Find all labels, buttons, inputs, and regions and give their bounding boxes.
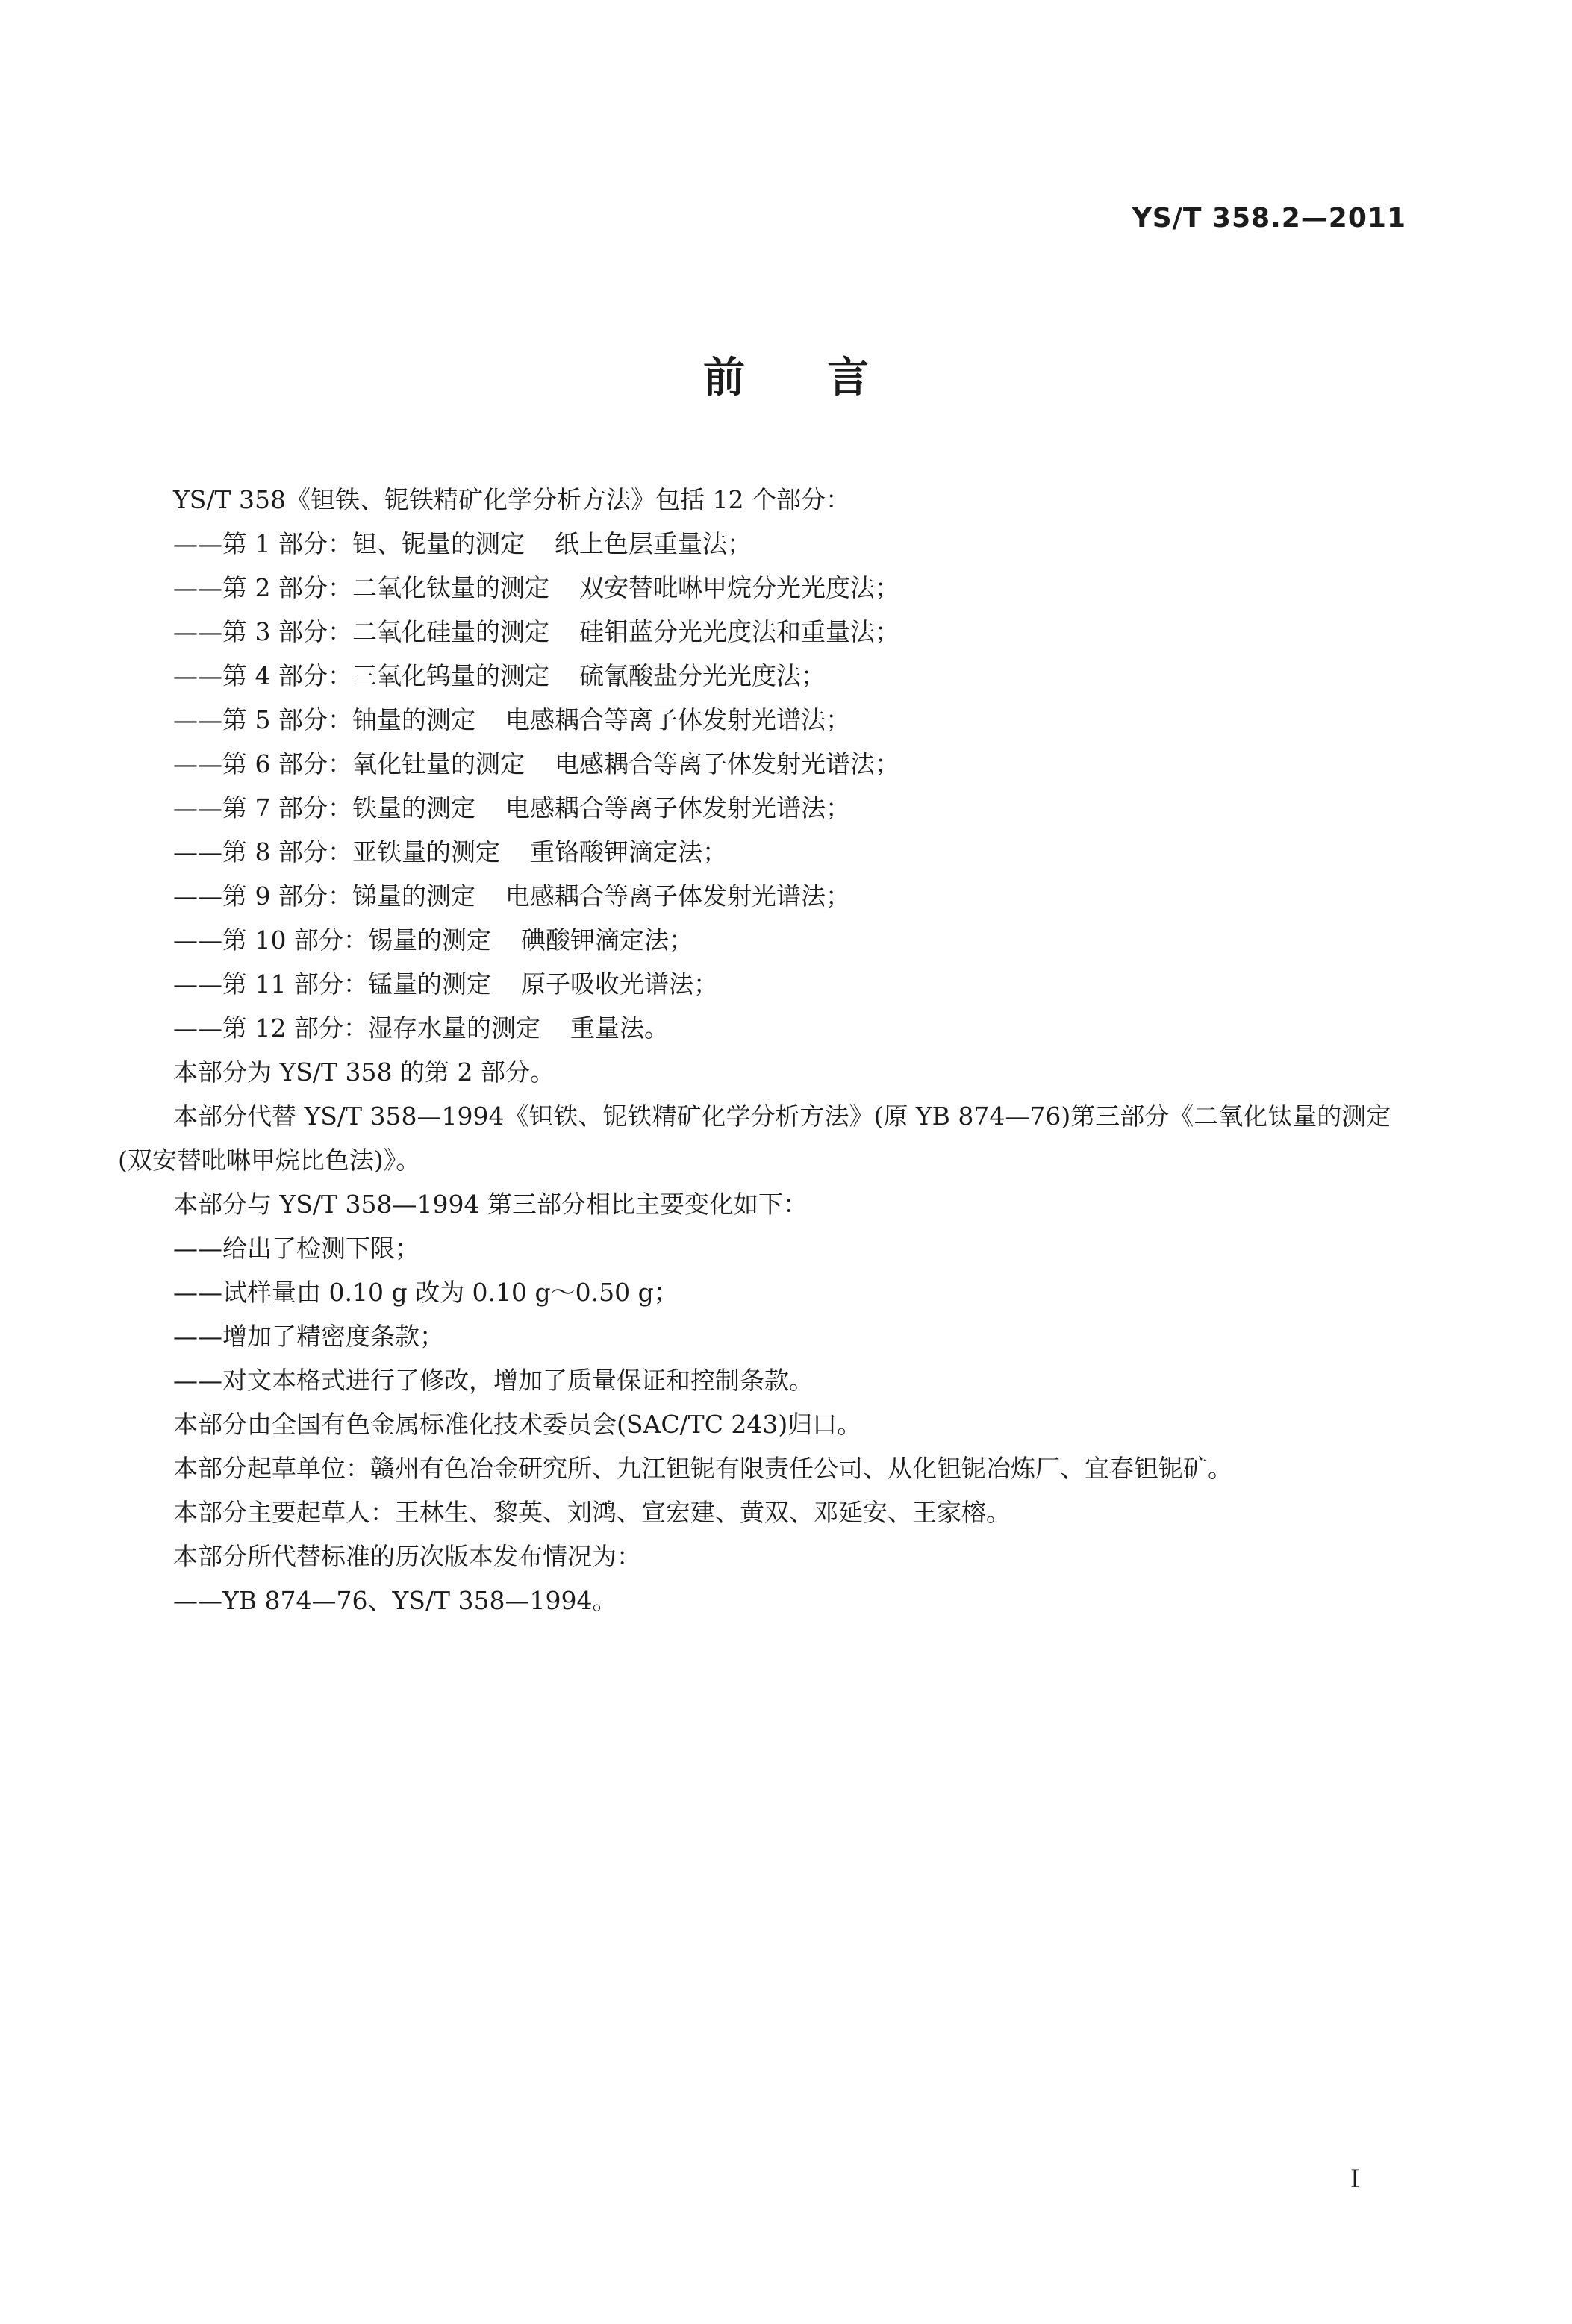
- part-item: [118, 522, 1409, 566]
- page-number: I: [1350, 2164, 1360, 2194]
- title-char: 前: [703, 354, 745, 402]
- part-title: ——第 10 部分：锡量的测定: [173, 925, 491, 955]
- part-title: ——第 6 部分：氧化钍量的测定: [173, 749, 525, 778]
- page-title: [0, 345, 1572, 404]
- part-method: 双安替吡啉甲烷分光光度法；: [578, 573, 899, 602]
- part-item: [118, 742, 1409, 786]
- title-char: 言: [827, 354, 869, 402]
- replaces-paragraph: 本部分代替 YS/T 358—1994《钽铁、铌铁精矿化学分析方法》(原 YB 874—76)第三部分《二氧化钛量的测定(双安替吡啉甲烷比色法)》。: [118, 1102, 1391, 1175]
- part-method: 硫氰酸盐分光光度法；: [578, 661, 826, 690]
- part-item: [118, 566, 1409, 610]
- part-method: 电感耦合等离子体发射光谱法；: [505, 705, 850, 734]
- part-method: 硅钼蓝分光光度法和重量法；: [578, 617, 899, 646]
- part-item: [118, 962, 1409, 1006]
- part-item: [118, 786, 1409, 830]
- part-item: [118, 610, 1409, 654]
- standard-code: YS/T 358.2—2011: [1132, 203, 1406, 234]
- part-method: 碘酸钾滴定法；: [520, 925, 693, 955]
- part-item: [118, 830, 1409, 874]
- part-item: [118, 874, 1409, 918]
- part-method: 电感耦合等离子体发射光谱法；: [505, 881, 850, 910]
- part-title: ——第 12 部分：湿存水量的测定: [173, 1013, 540, 1043]
- part-item: [118, 698, 1409, 742]
- part-title: ——第 4 部分：三氧化钨量的测定: [173, 661, 549, 690]
- changes-list: [118, 1226, 1409, 1402]
- history-item: ——YB 874—76、YS/T 358—1994。: [173, 1586, 617, 1615]
- change-item: ——对文本格式进行了修改，增加了质量保证和控制条款。: [173, 1366, 814, 1395]
- intro-paragraph: YS/T 358《钽铁、铌铁精矿化学分析方法》包括 12 个部分：: [173, 485, 850, 514]
- part-title: ——第 2 部分：二氧化钛量的测定: [173, 573, 549, 602]
- change-item: ——增加了精密度条款；: [173, 1322, 444, 1351]
- parts-list: [118, 522, 1409, 1050]
- part-item: [118, 654, 1409, 698]
- part-method: 重铬酸钾滴定法；: [529, 837, 727, 866]
- part-title: ——第 11 部分：锰量的测定: [173, 969, 491, 999]
- part-title: ——第 3 部分：二氧化硅量的测定: [173, 617, 549, 646]
- part-title: ——第 8 部分：亚铁量的测定: [173, 837, 500, 866]
- part-method: 重量法。: [570, 1013, 669, 1043]
- changes-intro-paragraph: 本部分与 YS/T 358—1994 第三部分相比主要变化如下：: [173, 1190, 808, 1219]
- this-part-paragraph: 本部分为 YS/T 358 的第 2 部分。: [173, 1058, 555, 1087]
- part-title: ——第 7 部分：铁量的测定: [173, 793, 475, 822]
- history-intro-paragraph: 本部分所代替标准的历次版本发布情况为：: [173, 1542, 641, 1571]
- managed-by-paragraph: 本部分由全国有色金属标准化技术委员会(SAC/TC 243)归口。: [173, 1410, 862, 1439]
- drafting-units-paragraph: 本部分起草单位：赣州有色冶金研究所、九江钽铌有限责任公司、从化钽铌冶炼厂、宜春钽铌矿。: [173, 1454, 1232, 1483]
- change-item: ——试样量由 0.10 g 改为 0.10 g～0.50 g；: [173, 1278, 679, 1307]
- drafters-paragraph: 本部分主要起草人：王林生、黎英、刘鸿、宣宏建、黄双、邓延安、王家榕。: [173, 1498, 1011, 1527]
- part-method: 纸上色层重量法；: [554, 529, 752, 558]
- part-title: ——第 5 部分：铀量的测定: [173, 705, 475, 734]
- part-item: [118, 918, 1409, 962]
- change-item: ——给出了检测下限；: [173, 1234, 419, 1263]
- part-method: 原子吸收光谱法；: [520, 969, 718, 999]
- part-title: ——第 9 部分：锑量的测定: [173, 881, 475, 910]
- part-method: 电感耦合等离子体发射光谱法；: [505, 793, 850, 822]
- part-item: [118, 1006, 1409, 1050]
- document-body: [118, 478, 1409, 1622]
- part-title: ——第 1 部分：钽、铌量的测定: [173, 529, 525, 558]
- part-method: 电感耦合等离子体发射光谱法；: [554, 749, 899, 778]
